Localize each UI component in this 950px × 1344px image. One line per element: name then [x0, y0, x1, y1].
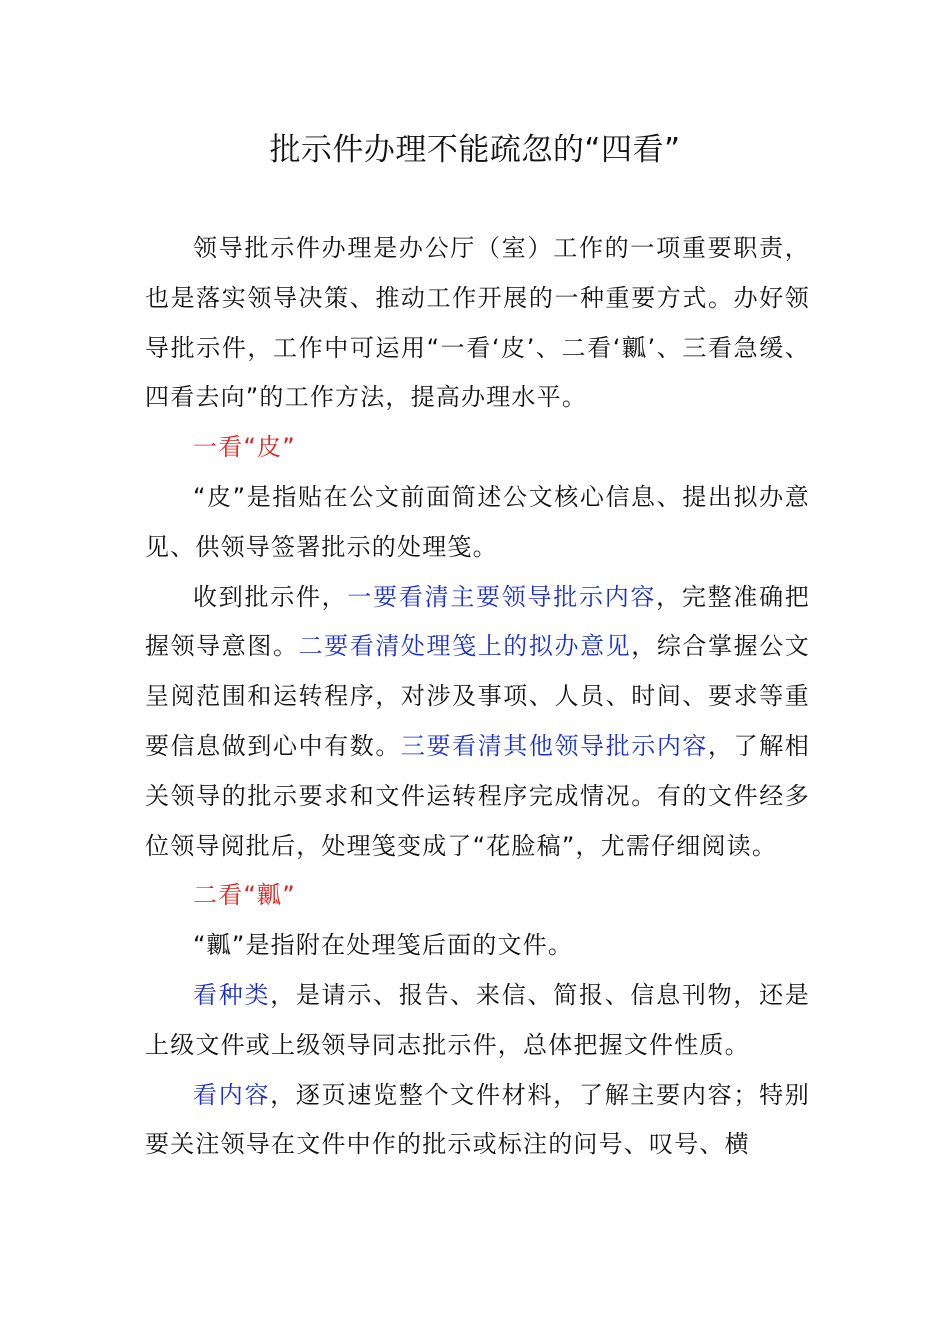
- section2-definition: “瓤”是指附在处理笺后面的文件。: [193, 931, 574, 960]
- text-run: ，完整准确把握领导意图。: [145, 582, 811, 661]
- section2-paragraph-type: [145, 971, 810, 1071]
- text-run: 收到批示件，: [193, 582, 348, 611]
- text-run: ，是请示、报告、来信、简报、信息刊物，还是上级文件或上级领导同志批示件，总体把握文件性质。: [145, 980, 810, 1059]
- text-run: ，逐页速览整个文件材料，了解主要内容；特别要关注领导在文件中作的批示或标注的问号、叹号、横: [145, 1080, 810, 1159]
- intro-paragraph: 领导批示件办理是办公厅（室）工作的一项重要职责，也是落实领导决策、推动工作开展的一种重要方式。办好领导批示件，工作中可运用“一看‘皮’、二看‘瓤’、三看急缓、四看去向”的工作方法，提高办理水平。: [145, 234, 810, 412]
- text-run: ，综合掌握公文呈阅范围和运转程序，对涉及事项、人员、时间、要求等重要信息做到心中有数。: [145, 632, 810, 760]
- section1-definition: “皮”是指贴在公文前面简述公文核心信息、提出拟办意见、供领导签署批示的处理笺。: [145, 482, 810, 561]
- emphasis-text: 三要看清其他领导批示内容: [400, 731, 709, 760]
- section-heading-1: 一看“皮”: [193, 433, 296, 462]
- document-body: [145, 224, 810, 1170]
- section2-paragraph-content: [145, 1071, 810, 1171]
- section-heading-2: 二看“瓤”: [193, 881, 296, 910]
- emphasis-text: 看种类: [193, 980, 271, 1009]
- section1-paragraph: [145, 573, 810, 872]
- emphasis-text: 一要看清主要领导批示内容: [347, 582, 657, 611]
- emphasis-text: 二要看清处理笺上的拟办意见: [298, 632, 632, 661]
- document-title: 批示件办理不能疏忽的“四看”: [269, 132, 681, 168]
- text-run: ，了解相关领导的批示要求和文件运转程序完成情况。有的文件经多位领导阅批后，处理笺变成了“花脸稿”，尤需仔细阅读。: [145, 731, 811, 860]
- emphasis-text: 看内容: [193, 1080, 271, 1109]
